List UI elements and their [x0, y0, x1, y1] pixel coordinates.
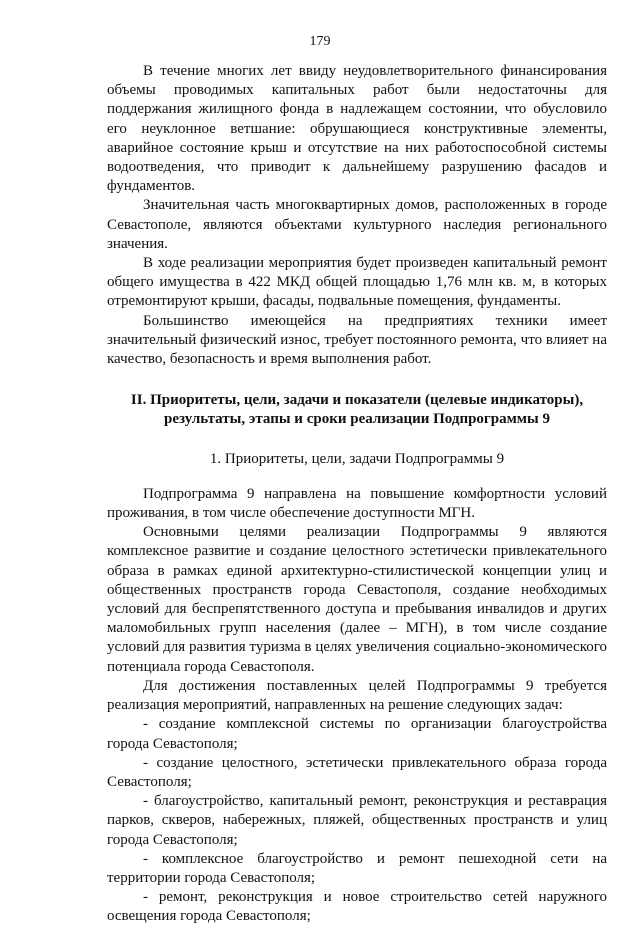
- task-list-item: - комплексное благоустройство и ремонт пешеходной сети на территории города Севастополя;: [107, 850, 607, 886]
- page-number: 179: [309, 34, 331, 49]
- paragraph: Значительная часть многоквартирных домов, расположенных в городе Севастополе, являются объектами культурного наследия регионального значения.: [107, 197, 607, 252]
- task-list-item: - создание комплексной системы по организации благоустройства города Севастополя;: [107, 716, 607, 752]
- section-heading: II. Приоритеты, цели, задачи и показатели (целевые индикаторы), результаты, этапы и сроки реализации Подпрограммы 9: [130, 392, 584, 428]
- task-list-item: - ремонт, реконструкция и новое строительство сетей наружного освещения города Севастополя;: [107, 889, 607, 925]
- paragraph: Для достижения поставленных целей Подпрограммы 9 требуется реализация мероприятий, направленных на решение следующих задач:: [107, 677, 607, 714]
- task-list-item: - благоустройство, капитальный ремонт, реконструкция и реставрация парков, скверов, набережных, пляжей, общественных пространств и улиц города Севастополя;: [107, 793, 607, 848]
- paragraph: В ходе реализации мероприятия будет произведен капитальный ремонт общего имущества в 422 МКД общей площадью 1,76 млн кв. м, в которых отремонтируют крыши, фасады, подвальные помещения, фундаменты.: [107, 255, 607, 310]
- subsection-heading: 1. Приоритеты, цели, задачи Подпрограммы 9: [209, 450, 505, 467]
- paragraph: В течение многих лет ввиду неудовлетворительного финансирования объемы проводимых капитальных работ были недостаточны для поддержания жилищного фонда в надлежащем состоянии, что обусловило его неуклонное ветшание: обрушающиеся конструктивные элементы, аварийное состояние крыш и отсутствие на них работоспособной системы водоотведения, что приводит к дальнейшему разрушению фасадов и фундаментов.: [107, 63, 607, 195]
- paragraph: Подпрограмма 9 направлена на повышение комфортности условий проживания, в том числе обеспечение доступности МГН.: [107, 485, 607, 522]
- task-list-item: - создание целостного, эстетически привлекательного образа города Севастополя;: [107, 754, 607, 790]
- document-body: [107, 62, 607, 927]
- paragraph: Основными целями реализации Подпрограммы 9 являются комплексное развитие и создание целостного эстетически привлекательного образа в рамках единой архитектурно-стилистической концепции улиц и общественных пространств города Севастополя, создание необходимых условий для беспрепятственного доступа и пребывания инвалидов и других маломобильных групп населения (далее – МГН), в том числе создание условий для развития туризма в целях увеличения социально-экономического потенциала города Севастополя.: [107, 524, 607, 675]
- paragraph: Большинство имеющейся на предприятиях техники имеет значительный физический износ, требует постоянного ремонта, что влияет на качество, безопасность и время выполнения работ.: [107, 312, 607, 368]
